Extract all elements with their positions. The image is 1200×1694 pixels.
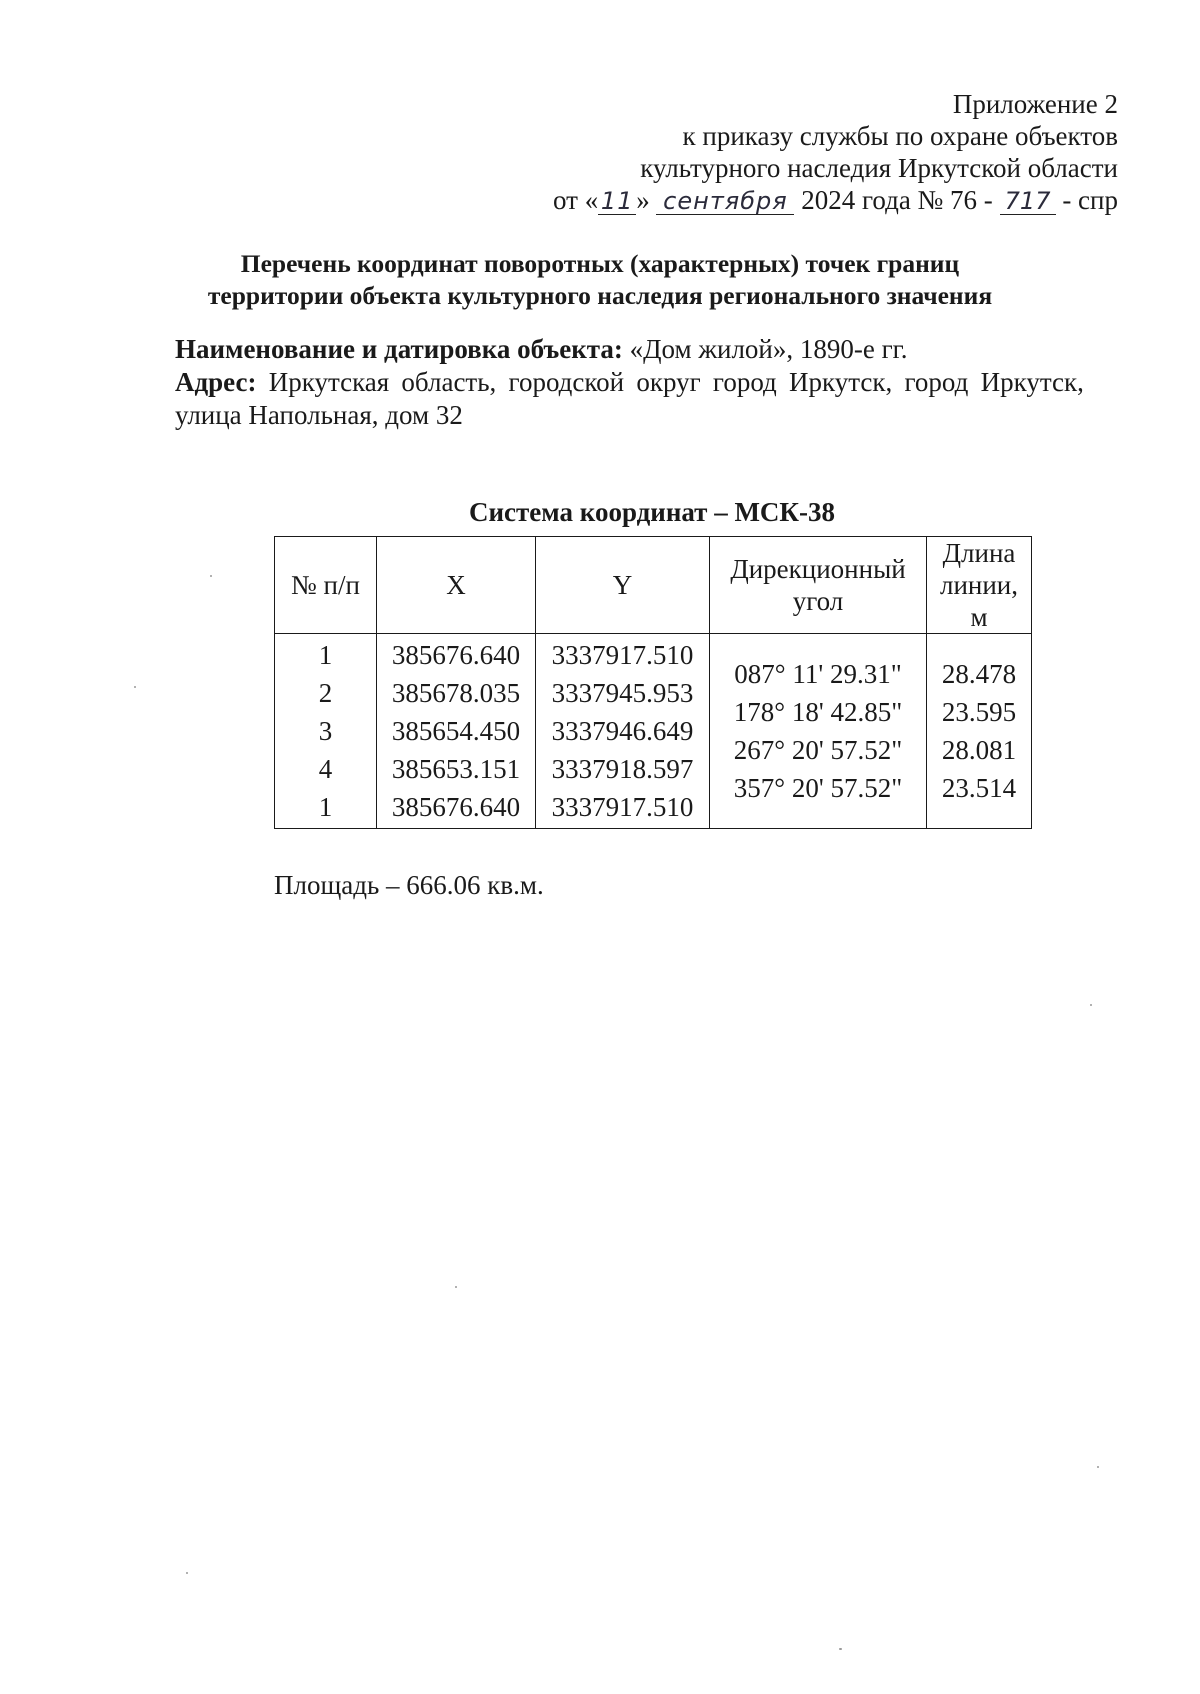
date-mid: » [636,185,650,215]
segment-angle: 087° 11' 29.31" [734,659,902,689]
object-address [175,366,1125,432]
segment-length: 28.478 [941,659,1017,689]
appendix-authority: культурного наследия Иркутской области [640,153,1118,183]
appendix-number: Приложение 2 [952,89,1118,119]
header-number: № п/п [275,537,377,634]
table-caption: Система координат – МСК-38 [469,497,835,527]
column-length [927,634,1032,829]
scan-speck [186,1572,188,1574]
scan-speck [455,1286,457,1288]
header-y: Y [536,537,710,634]
scan-speck [1097,1466,1099,1468]
address-value-1: Иркутская область, городской округ город Иркутск, город Иркутск, [268,367,1084,397]
title-line-2: территории объекта культурного наследия регионального значения [207,281,993,310]
segment-angle: 357° 20' 57.52" [733,773,903,803]
point-number: 3 [318,716,333,746]
point-x: 385678.035 [391,678,521,708]
point-number: 1 [318,640,333,670]
address-label: Адрес: [175,367,257,397]
point-number: 2 [318,678,333,708]
table-row [275,634,1032,829]
handwritten-order-number: 717 [1000,188,1056,215]
appendix-date-line [418,184,1118,216]
point-x: 385653.151 [391,754,521,784]
table-header-row [275,537,1032,634]
handwritten-day: 11 [598,188,636,215]
date-year: 2024 года № 76 - [801,185,993,215]
header-length: Длина линии, м [927,537,1032,634]
order-suffix: - спр [1062,185,1118,215]
point-y: 3337945.953 [551,678,694,708]
date-prefix: от « [553,185,599,215]
point-y: 3337917.510 [551,640,694,670]
segment-angle: 178° 18' 42.85" [733,697,903,727]
segment-length: 23.514 [941,773,1017,803]
object-name-label: Наименование и датировка объекта: [175,334,623,364]
point-y: 3337946.649 [551,716,694,746]
segment-angle: 267° 20' 57.52" [733,735,903,765]
scan-speck [134,686,136,688]
point-x: 385676.640 [391,640,521,670]
address-value-2: улица Напольная, дом 32 [175,400,463,430]
column-y [536,634,710,829]
scan-speck [839,1648,842,1650]
coordinates-table [274,536,1032,829]
column-x [377,634,536,829]
appendix-header [418,88,1118,216]
header-x: X [377,537,536,634]
header-angle: Дирекционный угол [710,537,927,634]
area-value: Площадь – 666.06 кв.м. [274,870,544,900]
point-y: 3337917.510 [551,792,694,822]
scan-speck [210,575,212,577]
point-y: 3337918.597 [551,754,694,784]
segment-length: 23.595 [941,697,1017,727]
object-name-value: «Дом жилой», 1890-е гг. [629,334,908,364]
point-x: 385654.450 [391,716,521,746]
segment-length: 28.081 [941,735,1017,765]
point-x: 385676.640 [391,792,521,822]
document-title [150,248,1050,312]
appendix-order-ref: к приказу службы по охране объектов [682,121,1118,151]
column-number [275,634,377,829]
object-info [175,333,1125,432]
point-number: 1 [318,792,333,822]
object-name [175,333,1125,366]
scan-speck [1090,1004,1092,1006]
point-number: 4 [318,754,333,784]
handwritten-month: сентября [656,188,794,215]
title-line-1: Перечень координат поворотных (характерных) точек границ [240,249,960,278]
column-angle [710,634,927,829]
